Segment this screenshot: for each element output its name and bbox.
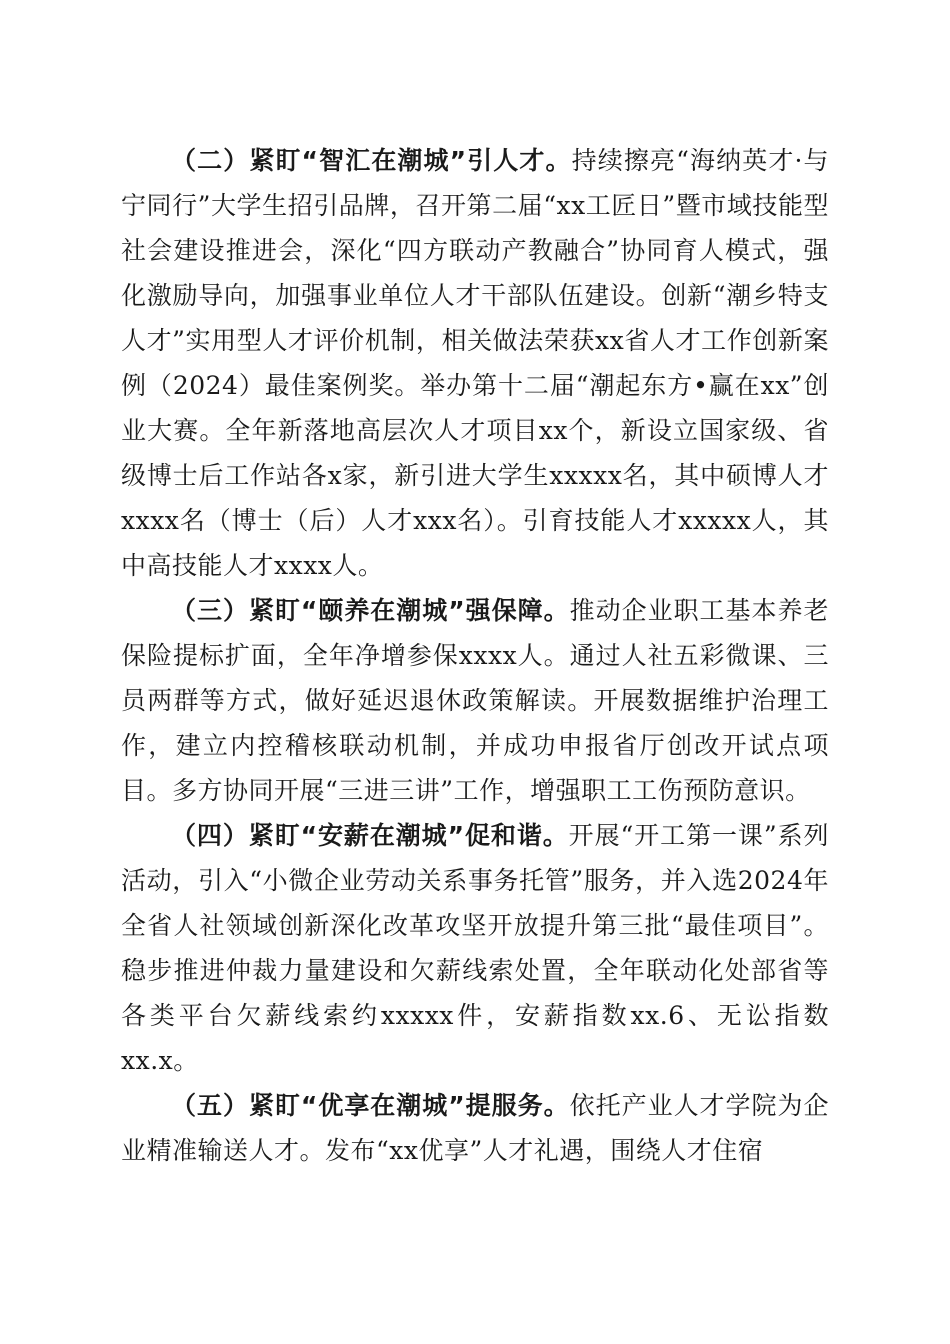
paragraph-text: 开展“开工第一课”系列活动，引入“小微企业劳动关系事务托管”服务，并入选2024年全省人社领域创新深化改革攻坚开放提升第三批“最佳项目”。稳步推进仲裁力量建设和欠薪线索处置，全年联动化处部省等各类平台欠薪线索约xxxxx件，安薪指数xx.6、无讼指数xx.x。 (121, 821, 829, 1075)
paragraph-talent (121, 138, 829, 588)
paragraph-wages (121, 813, 829, 1083)
paragraph-heading: （四）紧盯“安薪在潮城”促和谐。 (171, 821, 569, 850)
document-body (121, 138, 829, 1173)
paragraph-heading: （二）紧盯“智汇在潮城”引人才。 (171, 146, 572, 175)
paragraph-text: 持续擦亮“海纳英才·与宁同行”大学生招引品牌，召开第二届“xx工匠日”暨市域技能型社会建设推进会，深化“四方联动产教融合”协同育人模式，强化激励导向，加强事业单位人才干部队伍建设。创新“潮乡特支人才”实用型人才评价机制，相关做法荣获xx省人才工作创新案例（2024）最佳案例奖。举办第十二届“潮起东方•赢在xx”创业大赛。全年新落地高层次人才项目xx个，新设立国家级、省级博士后工作站各x家，新引进大学生xxxxx名，其中硕博人才xxxx名（博士（后）人才xxx名）。引育技能人才xxxxx人，其中高技能人才xxxx人。 (121, 146, 829, 580)
paragraph-heading: （三）紧盯“颐养在潮城”强保障。 (171, 596, 570, 625)
paragraph-security (121, 588, 829, 813)
paragraph-text: 推动企业职工基本养老保险提标扩面，全年净增参保xxxx人。通过人社五彩微课、三员两群等方式，做好延迟退休政策解读。开展数据维护治理工作，建立内控稽核联动机制，并成功申报省厅创改开试点项目。多方协同开展“三进三讲”工作，增强职工工伤预防意识。 (121, 596, 829, 805)
paragraph-text: 依托产业人才学院为企业精准输送人才。发布“xx优享”人才礼遇，围绕人才住宿 (121, 1091, 829, 1165)
paragraph-service (121, 1083, 829, 1173)
paragraph-heading: （五）紧盯“优享在潮城”提服务。 (171, 1091, 570, 1120)
